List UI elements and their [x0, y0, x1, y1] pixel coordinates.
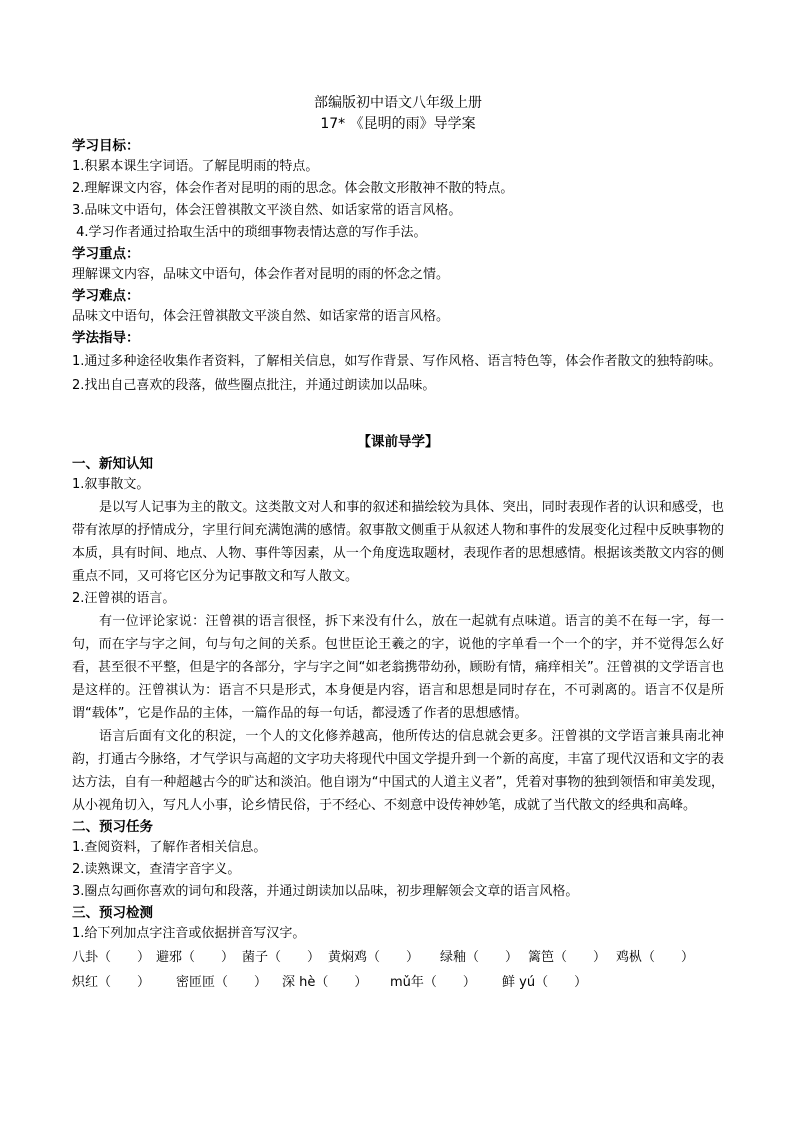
test-blank-item: 鸡枞（ ）	[616, 950, 695, 965]
item2-body-paragraph: 有一位评论家说：汪曾祺的语言很怪，拆下来没有什么，放在一起就有点味道。语言的美不在每一字，每一句，而在字与字之间，句与句之间的关系。包世臣论王羲之的字，说他的字单看一个一个的字，并不觉得怎么好看，甚至很不平整，但是字的各部分，字与字之间“如老翁携带幼孙，顾盼有情，痛痒相关”。汪曾祺的文学语言也是这样的。汪曾祺认为：语言不只是形式，本身便是内容，语言和思想是同时存在，不可剥离的。语言不仅是所谓“载体”，它是作品的主体，一篇作品的每一句话，都浸透了作者的思想感情。	[72, 614, 724, 721]
document-subtitle: 17* 《昆明的雨》导学案	[320, 116, 476, 132]
test-blank-item: 菌子（ ）	[242, 950, 321, 965]
objectives-heading: 学习目标：	[72, 138, 140, 154]
test-blank-item: 避邪（ ）	[156, 950, 235, 965]
section1-heading: 一、新知认知	[72, 456, 153, 472]
test-blank-item: 黄焖鸡（ ）	[328, 950, 420, 965]
test-instruction: 1.给下列加点字注音或依据拼音写汉字。	[72, 926, 306, 941]
method-item: 1.通过多种途径收集作者资料，了解相关信息，如写作背景、写作风格、语言特色等，体会作者散文的独特韵味。	[72, 354, 722, 369]
document-title: 部编版初中语文八年级上册	[314, 95, 482, 111]
item1-body: 是以写人记事为主的散文。这类散文对人和事的叙述和描绘较为具体、突出，同时表现作者的认识和感受，也带有浓厚的抒情成分，字里行间充满饱满的感情。叙事散文侧重于从叙述人物和事件的发展变化过程中反映事物的本质，具有时间、地点、人物、事件等因素，从一个角度选取题材，表现作者的思想感情。根据该类散文内容的侧重点不同，又可将它区分为记事散文和写人散文。	[72, 500, 724, 584]
section2-heading: 二、预习任务	[72, 819, 153, 835]
objectives-list	[72, 156, 724, 244]
test-blank-item: 绿釉（ ）	[440, 950, 519, 965]
preclass-heading: 【课前导学】	[357, 434, 439, 450]
test-blank-item: 密匝匝（ ）	[176, 975, 268, 990]
task-item: 3.圈点勾画你喜欢的词句和段落，并通过朗读加以品味，初步理解领会文章的语言风格。	[72, 884, 579, 899]
section3-heading: 三、预习检测	[72, 905, 153, 921]
task-item: 2.读熟课文，查清字音字义。	[72, 862, 241, 877]
objective-item: 1.积累本课生字词语。了解昆明雨的特点。	[72, 159, 319, 174]
difficulties-text: 品味文中语句，体会汪曾祺散文平淡自然、如话家常的语言风格。	[72, 309, 450, 324]
method-heading: 学法指导：	[72, 330, 140, 346]
test-blank-item: 炽红（ ）	[72, 975, 151, 990]
objective-item: 2.理解课文内容，体会作者对昆明的雨的思念。体会散文形散神不散的特点。	[72, 181, 514, 196]
objective-item: 4.学习作者通过拾取生活中的琐细事物表情达意的写作手法。	[72, 225, 427, 240]
item1-title: 1.叙事散文。	[72, 477, 150, 492]
test-row-2	[72, 970, 724, 995]
test-blank-item: 鲜 yú（ ）	[502, 975, 588, 990]
test-blank-item: 深 hè（ ）	[282, 975, 368, 990]
test-blank-item: 篱笆（ ）	[528, 950, 607, 965]
test-row-1	[72, 945, 724, 970]
difficulties-heading: 学习难点：	[72, 288, 140, 304]
objective-item: 3.品味文中语句，体会汪曾祺散文平淡自然、如话家常的语言风格。	[72, 203, 462, 218]
key-points-heading: 学习重点：	[72, 246, 140, 262]
test-blank-item: mǔ年（ ）	[390, 975, 476, 990]
task-item: 1.查阅资料，了解作者相关信息。	[72, 840, 267, 855]
item2-body-paragraph: 语言后面有文化的积淀，一个人的文化修养越高，他所传达的信息就会更多。汪曾祺的文学语言兼具南北神韵，打通古今脉络，才气学识与高超的文字功夫将现代中国文学提升到一个新的高度，丰富了现代汉语和文字的表达方法，自有一种超越古今的旷达和淡泊。他自诩为“中国式的人道主义者”，凭着对事物的独到领悟和审美发现，从小视角切入，写凡人小事，论乡情民俗，于不经心、不刻意中设传神妙笔，成就了当代散文的经典和高峰。	[72, 729, 724, 813]
test-blank-item: 八卦（ ）	[72, 950, 151, 965]
method-item: 2.找出自己喜欢的段落，做些圈点批注，并通过朗读加以品味。	[72, 378, 436, 393]
document-page	[72, 93, 724, 995]
key-points-text: 理解课文内容，品味文中语句，体会作者对昆明的雨的怀念之情。	[72, 267, 450, 282]
item2-title: 2.汪曾祺的语言。	[72, 591, 176, 606]
